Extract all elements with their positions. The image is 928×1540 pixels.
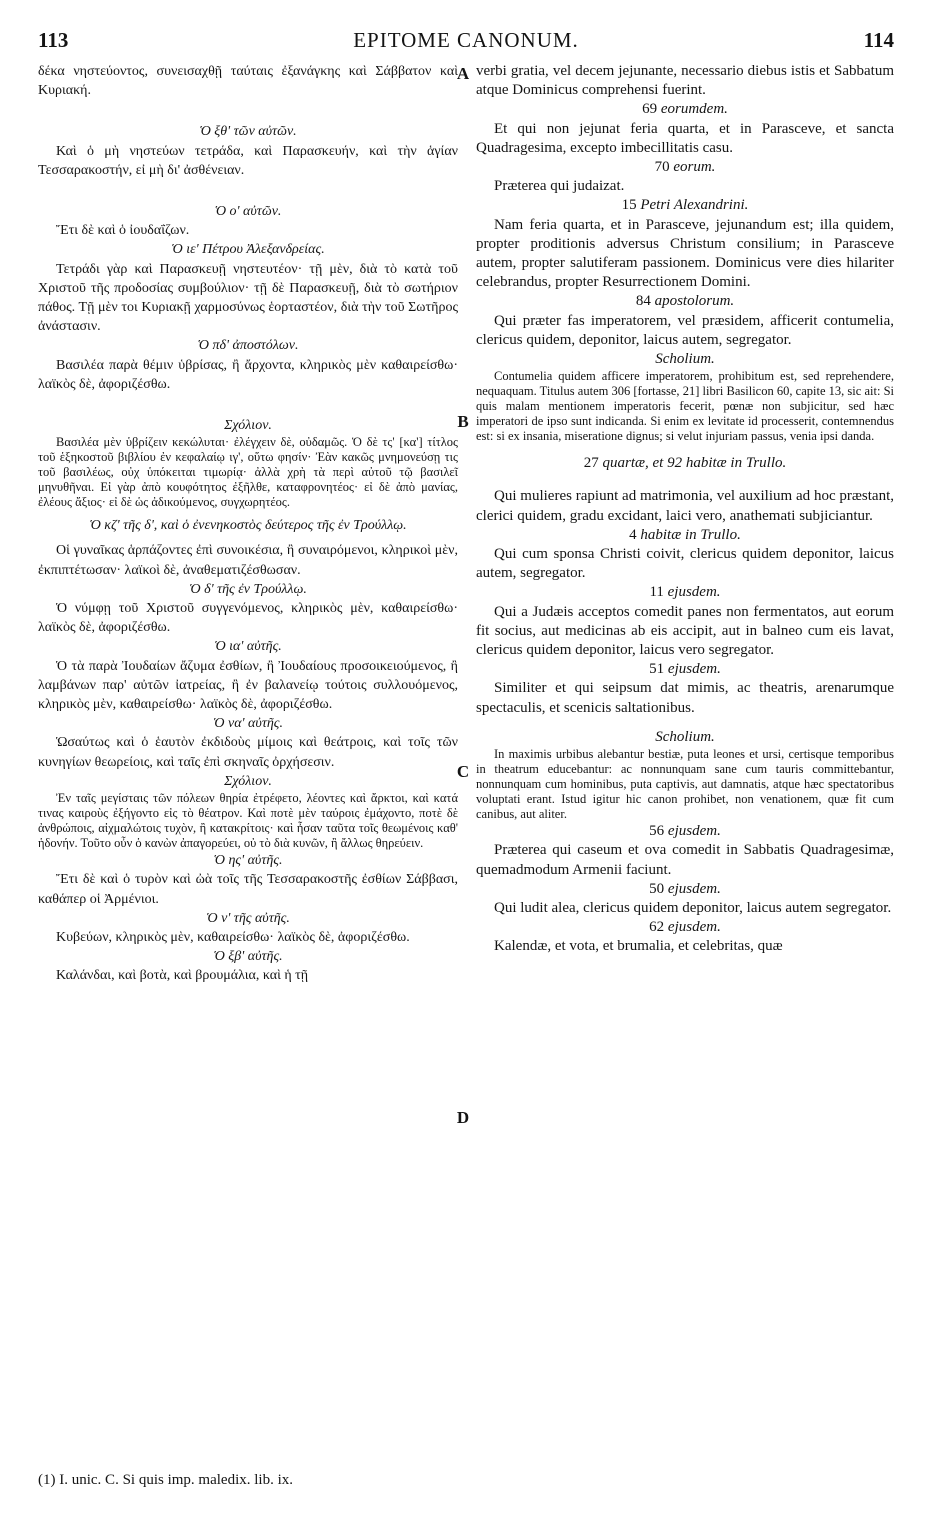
heading-label: eorumdem. — [660, 101, 728, 118]
latin-column — [476, 62, 894, 957]
heading-label: ejusdem. — [667, 880, 721, 897]
latin-scholium: Contumelia quidem afficere imperatorem, prohibitum est, sed reprehendere, nequaquam. Titulus autem 306 [fortasse, 21] libri Basilicon 60, capite 13, sic ait: Si quis malam mentionem imperatoris fecerit, pœnæ non subjicitur, sed hæc imperatori de ipso sunt indicanda. Si enim ex levitate id processerit, contemnendus est: si ex insania, miseratione dignus; si velut injuriam passus, venia ipsi danda. — [476, 369, 894, 444]
heading-number: 84 — [635, 293, 651, 310]
latin-paragraph: Qui cum sponsa Christi coivit, clericus quidem deponitor, laicus autem, segregator. — [476, 546, 894, 582]
latin-heading — [476, 158, 894, 177]
greek-paragraph: Βασιλέα παρὰ θέμιν ὑβρίσας, ἢ ἄρχοντα, κληρικὸς μὲν καθαιρείσθω· λαϊκὸς δὲ, ἀφοριζέσθω. — [38, 357, 458, 392]
heading-label: ejusdem. — [667, 919, 721, 936]
latin-heading — [476, 350, 894, 369]
heading-number: 4 — [629, 526, 637, 543]
greek-heading: Ὁ ιε' Πέτρου Ἀλεξανδρείας. — [171, 242, 325, 258]
heading-number: 56 — [649, 823, 665, 840]
heading-number: 11 — [649, 584, 664, 601]
greek-scholium: Βασιλέα μὲν ὑβρίζειν κεκώλυται· ἐλέγχειν δὲ, οὐδαμῶς. Ὁ δὲ τς' [κα'] τίτλος τοῦ ἑξηκοστοῦ βιβλίου ἐν κεφαλαίῳ ιγ', οὕτω φησίν· Ἐὰν κακῶς μνημονεύσῃ τις τοῦ βασιλέως, οὐχ ὑπόκειται τιμωρίᾳ· ἀλλὰ χρὴ τὰ περὶ αὐτοῦ τῷ βασιλεῖ μηνυθῆναι. Εἰ γὰρ ἀπὸ κουφότητος ἐξῆλθε, καταφρονητέος· εἰ δὲ ἀπὸ μανίας, ἐλέους ἄξιος· εἰ δὲ ὡς ἀδικούμενος, συγχωρητέος. — [38, 435, 458, 510]
greek-paragraph: Κυβεύων, κληρικὸς μὲν, καθαιρείσθω· λαϊκὸς δὲ, ἀφοριζέσθω. — [56, 929, 410, 945]
greek-paragraph: δέκα νηστεύοντος, συνεισαχθῇ ταύταις ἐξανάγκης καὶ Σάββατον καὶ Κυριακή. — [38, 64, 458, 99]
heading-label: quartæ, et 92 habitæ in Trullo. — [602, 455, 787, 472]
latin-paragraph: Præterea qui judaizat. — [494, 178, 625, 195]
margin-marker-c: C — [456, 762, 470, 781]
heading-label: ejusdem. — [667, 584, 721, 601]
greek-heading: Ὁ ο' αὐτῶν. — [214, 204, 282, 220]
heading-number: 70 — [654, 159, 670, 176]
greek-scholium: Ἐν ταῖς μεγίσταις τῶν πόλεων θηρία ἐτρέφετο, λέοντες καὶ ἄρκτοι, καὶ κατά τινας καιροὺς ἐξήγοντο εἰς τὸ θέατρον. Καὶ ποτὲ μὲν ταύροις ἐμάχοντο, ποτὲ δὲ ἀνθρώποις, αἰχμαλώτοις τυχὸν, ἢ κατακρίτοις· καὶ ἦσαν ταῦτα τοῖς θεωμένοις καθ' ἡδονήν. Τοῦτο οὖν ὁ κανὼν ἀπαγορεύει, οὐ τὸ διὰ κυνῶν, ἢ ἄλλως θηρεύειν. — [38, 791, 458, 851]
greek-heading: Ὁ δ' τῆς ἐν Τρούλλῳ. — [189, 581, 307, 597]
latin-heading — [476, 660, 894, 679]
greek-column — [38, 62, 458, 986]
heading-label: eorum. — [673, 159, 716, 176]
running-head — [38, 28, 894, 58]
greek-paragraph: Τετράδι γὰρ καὶ Παρασκευῇ νηστευτέον· τῇ μὲν, διὰ τὸ κατὰ τοῦ Χριστοῦ τῆς προδοσίας συμβούλιον· τῇ δὲ Παρασκευῇ, διὰ τὸ σωτήριον πάθος. Τῇ μὲν τοι Κυριακῇ χαρμοσύνως ἑορταστέον, διὰ τὴν τοῦ Σωτῆρος ἀνάστασιν. — [38, 261, 458, 335]
latin-heading — [476, 728, 894, 747]
heading-label: habitæ in Trullo. — [640, 526, 741, 543]
page-title: EPITOME CANONUM. — [353, 28, 579, 52]
greek-paragraph: Ὁ τὰ παρὰ Ἰουδαίων ἄζυμα ἐσθίων, ἢ Ἰουδαίους προσοικειούμενος, ἢ λαμβάνων παρ' αὐτῶν ἰατρείας, ἢ ἐν βαλανείῳ τούτοις συλλουόμενος, κληρικὸς μὲν, καθαιρείσθω· λαϊκὸς δὲ, ἀφοριζέσθω. — [38, 658, 458, 713]
heading-number: 69 — [642, 101, 658, 118]
heading-number: 27 — [583, 455, 599, 472]
latin-heading — [476, 880, 894, 899]
greek-heading: Ὁ ια' αὐτῆς. — [214, 639, 282, 655]
heading-label: apostolorum. — [654, 293, 735, 310]
latin-scholium: In maximis urbibus alebantur bestiæ, puta leones et ursi, certisque temporibus in theatrum educebantur: ac nonnunquam sane cum tauris committebantur, nonnunquam cum hominibus, puta captivis, aut damnatis, atque hæc spectatoribus voluptati erant. Istud igitur hic canon prohibet, non venationem, quæ fit cum canibus, aut aliter. — [476, 747, 894, 822]
latin-heading — [476, 583, 894, 602]
heading-label: ejusdem. — [667, 823, 721, 840]
heading-number: 15 — [621, 197, 637, 214]
margin-marker-b: B — [457, 412, 469, 431]
latin-heading — [476, 526, 894, 545]
greek-heading: Ὁ πδ' ἀποστόλων. — [197, 338, 299, 354]
heading-number: 62 — [649, 919, 665, 936]
greek-paragraph: Καλάνδαι, καὶ βοτὰ, καὶ βρουμάλια, καὶ ἡ τῇ — [56, 968, 309, 984]
latin-heading — [476, 196, 894, 215]
latin-paragraph: verbi gratia, vel decem jejunante, necessario diebus istis et Sabbatum atque Dominicus comprehensi fuerint. — [476, 63, 894, 99]
footnote: (1) I. unic. C. Si quis imp. maledix. lib. ix. — [38, 1472, 293, 1488]
latin-paragraph: Et qui non jejunat feria quarta, et in Parasceve, et sancta Quadragesima, excepto imbecillitatis casu. — [476, 120, 894, 156]
margin-marker-a: A — [456, 64, 470, 83]
latin-paragraph: Qui ludit alea, clericus quidem deponitor, laicus autem segregator. — [494, 899, 892, 916]
latin-paragraph: Nam feria quarta, et in Parasceve, jejunandum est; illa quidem, propter proditionis adversus Christum consilium; in Parasceve autem, propter salutiferam passionem. Dominicus vere dies hilariter celebrandus, propter Resurrectionem Domini. — [476, 216, 894, 291]
greek-heading: Ὁ ξβ' αὐτῆς. — [213, 949, 283, 965]
latin-paragraph: Præterea qui caseum et ova comedit in Sabbatis Quadragesimæ, quemadmodum Armenii faciunt. — [476, 842, 894, 878]
heading-label: Scholium. — [655, 728, 715, 745]
heading-number: 51 — [649, 661, 665, 678]
greek-paragraph: Καὶ ὁ μὴ νηστεύων τετράδα, καὶ Παρασκευήν, καὶ τὴν ἁγίαν Τεσσαρακοστήν, εἰ μὴ δι' ἀσθένειαν. — [38, 143, 458, 178]
greek-paragraph: Ὡσαύτως καὶ ὁ ἑαυτὸν ἐκδιδοὺς μίμοις καὶ θεάτροις, καὶ τοῖς τῶν κυνηγίων θεωρείοις, καὶ ταῖς ἐπὶ σκηναῖς ὀρχήσεσιν. — [38, 735, 458, 770]
latin-heading — [476, 454, 894, 473]
latin-heading — [476, 100, 894, 119]
latin-paragraph: Qui præter fas imperatorem, vel præsidem, afficerit contumelia, clericus quidem, deponitor, laicus autem, segregator. — [476, 312, 894, 348]
greek-heading: Ὁ κζ' τῆς δ', καὶ ὁ ἐνενηκοστὸς δεύτερος τῆς ἐν Τρούλλῳ. — [89, 518, 407, 534]
greek-heading: Ὁ ξθ' τῶν αὐτῶν. — [199, 124, 297, 140]
page-number-right: 114 — [863, 28, 894, 52]
page-number-left: 113 — [38, 28, 69, 52]
greek-heading: Ὁ ν' τῆς αὐτῆς. — [206, 910, 290, 926]
latin-heading — [476, 918, 894, 937]
heading-label: Petri Alexandrini. — [640, 197, 749, 214]
margin-marker-d: D — [456, 1108, 470, 1127]
latin-paragraph: Qui a Judæis acceptos comedit panes non fermentatos, aut eorum fit socius, aut medicinas ab eis accipit, aut in balneo cum eis lavat, clericus quidem deponitor, laicus vero segregator. — [476, 603, 894, 659]
greek-heading: Σχόλιον. — [224, 418, 272, 434]
latin-paragraph: Kalendæ, et vota, et brumalia, et celebritas, quæ — [494, 938, 783, 955]
greek-heading: Ὁ ης' αὐτῆς. — [213, 853, 283, 869]
greek-paragraph: Οἱ γυναῖκας ἁρπάζοντες ἐπὶ συνοικέσια, ἢ συναιρόμενοι, κληρικοὶ μὲν, ἐκπιπτέτωσαν· λαϊκοὶ δὲ, ἀναθεματιζέσθωσαν. — [38, 543, 458, 578]
greek-heading: Σχόλιον. — [224, 773, 272, 789]
latin-heading — [476, 292, 894, 311]
latin-paragraph: Similiter et qui seipsum dat mimis, ac theatris, arenarumque spectaculis, et scenicis saltationibus. — [476, 680, 894, 716]
heading-label: Scholium. — [655, 351, 715, 368]
greek-paragraph: Ἔτι δὲ καὶ ὁ ἰουδαΐζων. — [56, 223, 190, 239]
greek-paragraph: Ὁ νύμφῃ τοῦ Χριστοῦ συγγενόμενος, κληρικὸς μὲν, καθαιρείσθω· λαϊκὸς δὲ, ἀφοριζέσθω. — [38, 601, 458, 636]
latin-heading — [476, 822, 894, 841]
latin-paragraph: Qui mulieres rapiunt ad matrimonia, vel auxilium ad hoc præstant, clerici quidem, gradu excidant, laici vero, anathemati subjiciantur. — [476, 488, 894, 524]
heading-number: 50 — [649, 880, 665, 897]
heading-label: ejusdem. — [667, 661, 721, 678]
greek-heading: Ὁ να' αὐτῆς. — [213, 716, 283, 732]
greek-paragraph: Ἔτι δὲ καὶ ὁ τυρὸν καὶ ὠὰ τοῖς τῆς Τεσσαρακοστῆς ἐσθίων Σάββασι, καθάπερ οἱ Ἀρμένιοι. — [38, 872, 458, 907]
